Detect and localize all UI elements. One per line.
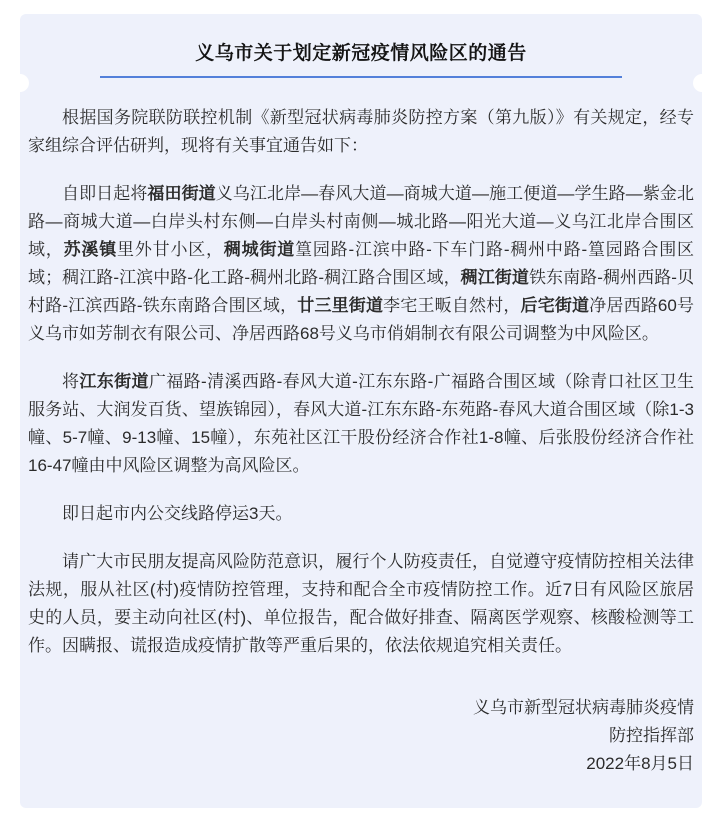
notice-paragraph [28, 180, 694, 348]
text-run: 铁东南路-稠州西路-贝村路-江滨西路-铁东南路合围区域， [28, 268, 694, 315]
text-run: 将 [62, 372, 80, 391]
text-run: 自即日起将 [62, 184, 148, 203]
notice-body [20, 78, 702, 660]
text-run: 广福路-清溪西路-春风大道-江东东路-广福路合围区域（除青口社区卫生服务站、大润发百货、望族锦园），春风大道-江东东路-东苑路-春风大道合围区域（除1-3幢、5-7幢、9-13幢、15幢），东苑社区江干股份经济合作社1-8幢、后张股份经济合作社16-47幢由中风险区调整为高风险区。 [28, 372, 695, 475]
district-name-bold: 廿三里街道 [297, 296, 384, 315]
district-name-bold: 苏溪镇 [63, 240, 118, 259]
notice-paragraph [28, 368, 694, 480]
text-run: 净居西路60号义乌市如芳制衣有限公司、净居西路68号义乌市俏娟制衣有限公司调整为中风险区。 [28, 296, 695, 343]
district-name-bold: 稠城街道 [223, 240, 296, 259]
district-name-bold: 福田街道 [147, 184, 216, 203]
text-run: 根据国务院联防联控机制《新型冠状病毒肺炎防控方案（第九版）》有关规定，经专家组综合评估研判，现将有关事宜通告如下： [28, 108, 694, 155]
signature-issuer-line2: 防控指挥部 [609, 726, 694, 745]
district-name-bold: 江东街道 [79, 372, 149, 391]
district-name-bold: 稠江街道 [460, 268, 529, 287]
notice-title: 义乌市关于划定新冠疫情风险区的通告 [195, 43, 527, 64]
text-run: 李宅王畈自然村， [383, 296, 521, 315]
notice-paragraph [28, 104, 694, 160]
text-run: 里外甘小区， [117, 240, 224, 259]
text-run: 篁园路-江滨中路-下车门路-稠州中路-篁园路合围区域；稠江路-江滨中路-化工路-稠州北路-稠江路合围区域， [28, 240, 695, 287]
ticket-notch-left [11, 74, 29, 92]
notice-date: 2022年8月5日 [586, 754, 694, 773]
district-name-bold: 后宅街道 [520, 296, 590, 315]
signature-issuer-line1: 义乌市新型冠状病毒肺炎疫情 [473, 698, 694, 717]
notice-paragraph [28, 548, 694, 660]
text-run: 即日起市内公交线路停运3天。 [62, 504, 293, 523]
notice-card [20, 14, 702, 808]
signature-block [20, 694, 702, 778]
notice-paragraph [28, 500, 694, 528]
text-run: 请广大市民朋友提高风险防范意识，履行个人防疫责任，自觉遵守疫情防控相关法律法规，服从社区(村)疫情防控管理，支持和配合全市疫情防控工作。近7日有风险区旅居史的人员，要主动向社区(村)、单位报告，配合做好排查、隔离医学观察、核酸检测等工作。因瞒报、谎报造成疫情扩散等严重后果的，依法依规追究相关责任。 [28, 552, 694, 655]
ticket-notch-right [693, 74, 711, 92]
text-run: 义乌江北岸—春风大道—商城大道—施工便道—学生路—紫金北路—商城大道—白岸头村东侧—白岸头村南侧—城北路—阳光大道—义乌江北岸合围区域， [28, 184, 695, 259]
